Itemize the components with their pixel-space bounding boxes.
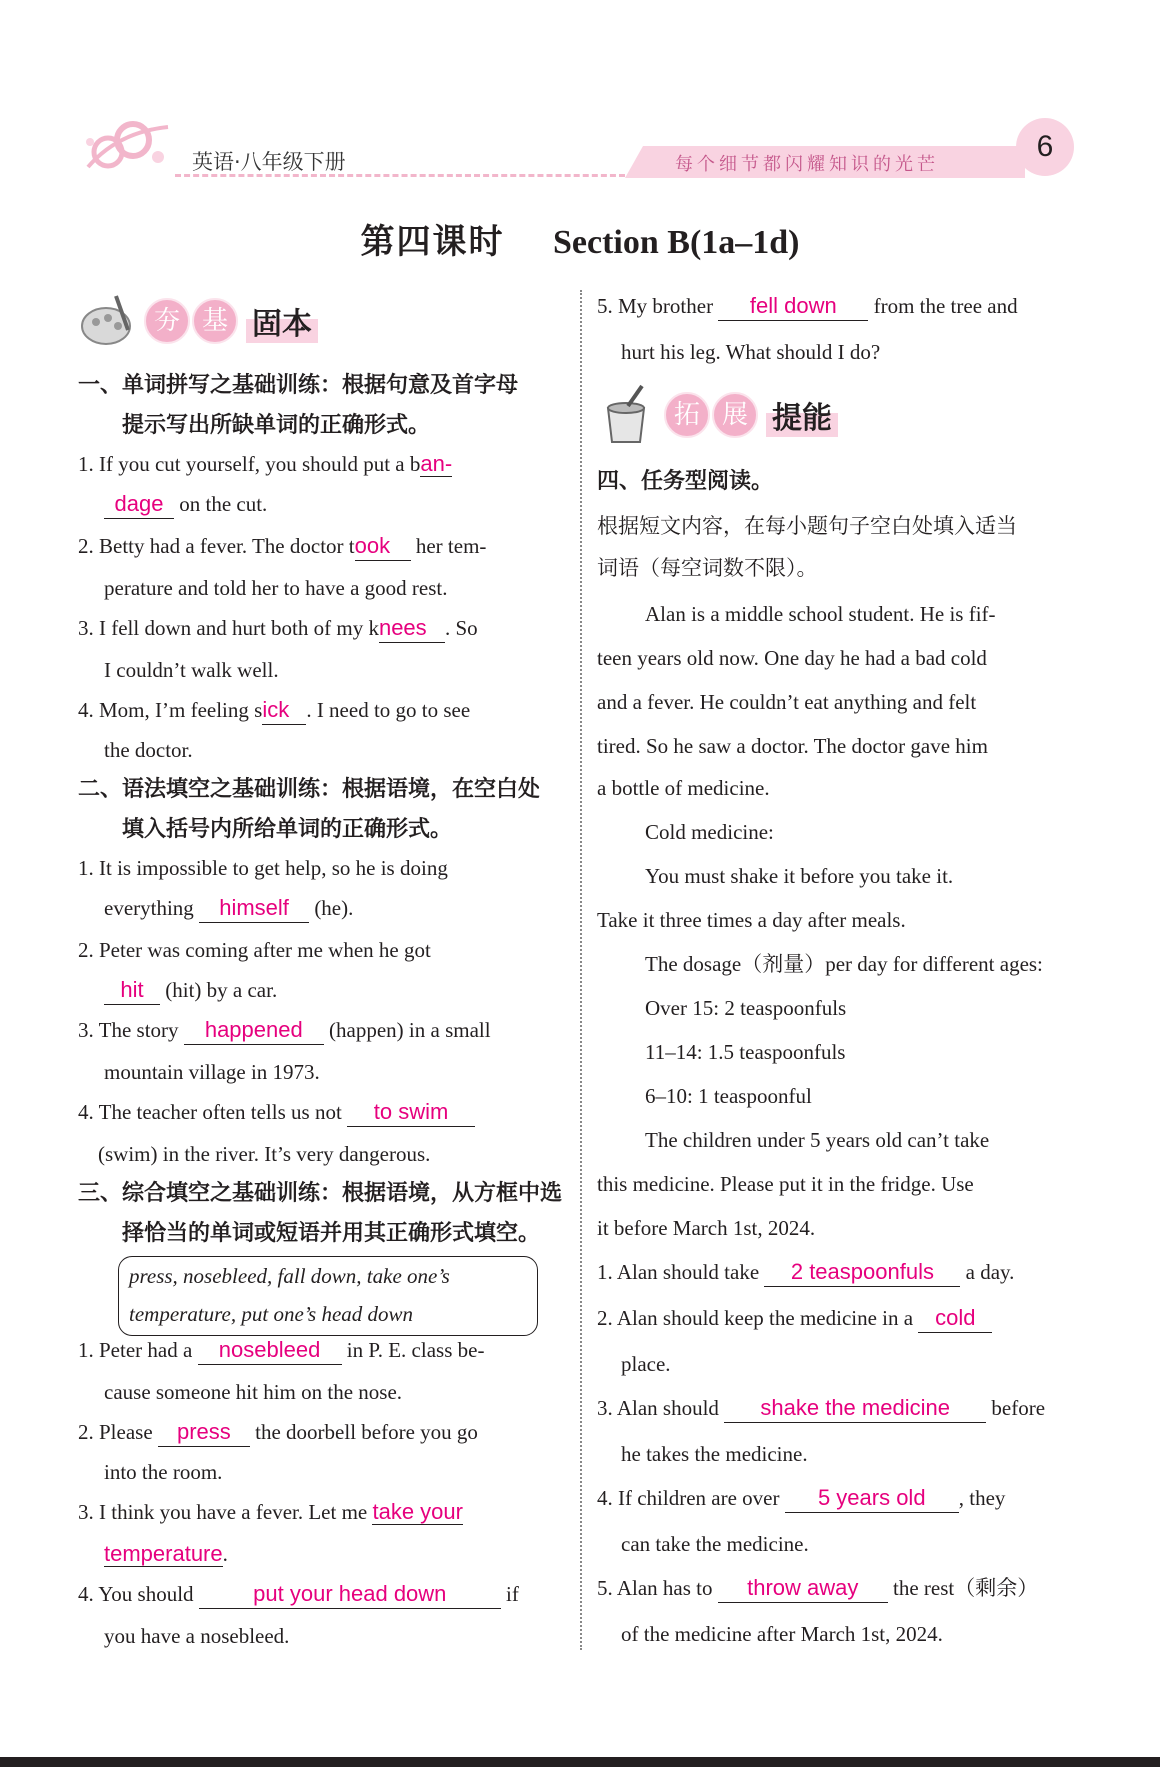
column-divider (580, 290, 582, 1650)
palette-icon (78, 290, 140, 352)
p2-q3-cont: mountain village in 1973. (104, 1060, 320, 1084)
p2-q3: 3. The story happened (happen) in a small (78, 1010, 491, 1050)
answer: 2 teaspoonfuls (764, 1258, 960, 1287)
passage-line: tired. So he saw a doctor. The doctor gave him (597, 734, 988, 758)
badge-char-2: 基 (192, 298, 238, 344)
lesson-label: 第四课时 (360, 222, 505, 262)
p4-q2-cont: place. (621, 1352, 671, 1376)
paint-bucket-icon (598, 384, 660, 446)
passage-line: The children under 5 years old can’t take (645, 1128, 990, 1152)
section-label: Section B(1a–1d) (553, 224, 800, 261)
part2-heading: 二、语法填空之基础训练：根据语境，在空白处 (78, 777, 541, 802)
dosage-line: 11–14: 1.5 teaspoonfuls (645, 1040, 846, 1064)
badge-char-2: 展 (712, 392, 758, 438)
p2-q2-cont: hit (hit) by a car. (104, 970, 277, 1010)
answer: take your (372, 1499, 463, 1524)
dosage-line: 6–10: 1 teaspoonful (645, 1084, 812, 1108)
answer: 5 years old (785, 1484, 959, 1513)
answer: shake the medicine (724, 1394, 986, 1423)
section-badge-extend (598, 384, 838, 446)
instruction-line: Take it three times a day after meals. (597, 908, 906, 932)
p1-q3: 3. I fell down and hurt both of my knees . So (78, 608, 478, 648)
part3-heading: 三、综合填空之基础训练：根据语境，从方框中选 (78, 1181, 563, 1206)
p2-q4-cont: (swim) in the river. It’s very dangerous. (98, 1142, 431, 1166)
section-badge-basic (78, 290, 318, 352)
p1-q4-cont: the doctor. (104, 738, 193, 762)
p4-q5: 5. Alan has to throw away the rest（剩余） (597, 1568, 1038, 1608)
p1-q2: 2. Betty had a fever. The doctor took her tem- (78, 526, 486, 566)
header-motto: 每个细节都闪耀知识的光芒 (675, 154, 939, 175)
word-bank-line: temperature, put one’s head down (129, 1302, 414, 1326)
instruction-line: You must shake it before you take it. (645, 864, 954, 888)
part4-instructions: 根据短文内容，在每小题句子空白处填入适当 (597, 514, 1017, 538)
floral-decoration-icon (78, 112, 178, 182)
book-title: 英语·八年级下册 (192, 150, 346, 174)
part4-instructions-cont: 词语（每空词数不限）。 (597, 556, 818, 580)
answer: nosebleed (198, 1336, 342, 1365)
answer: to swim (347, 1098, 475, 1127)
p1-q3-cont: I couldn’t walk well. (104, 658, 279, 682)
p3-q5-cont: hurt his leg. What should I do? (621, 340, 881, 364)
p1-q1: 1. If you cut yourself, you should put a ban- (78, 451, 453, 476)
passage-line: a bottle of medicine. (597, 776, 770, 800)
word-bank-line: press, nosebleed, fall down, take one’s (129, 1264, 450, 1288)
badge-word: 固本 (246, 299, 318, 343)
p1-q4: 4. Mom, I’m feeling sick . I need to go to see (78, 690, 470, 730)
passage-line: and a fever. He couldn’t eat anything and felt (597, 690, 977, 714)
p3-q2-cont: into the room. (104, 1460, 223, 1484)
answer: an- (420, 451, 453, 476)
page-number: 6 (1036, 130, 1054, 163)
p2-q1: 1. It is impossible to get help, so he is doing (78, 856, 448, 880)
bottom-edge (0, 1757, 1160, 1767)
answer: hit (104, 976, 160, 1005)
p4-q4: 4. If children are over 5 years old , they (597, 1478, 1005, 1518)
answer: press (158, 1418, 250, 1447)
word-bank-box (118, 1256, 538, 1336)
p1-q1-cont: dage on the cut. (104, 484, 267, 524)
dosage-line: Over 15: 2 teaspoonfuls (645, 996, 847, 1020)
passage-line: teen years old now. One day he had a bad cold (597, 646, 987, 670)
answer: nees (379, 614, 445, 643)
part1-heading: 一、单词拼写之基础训练：根据句意及首字母 (78, 373, 519, 398)
cold-medicine-label: Cold medicine: (645, 820, 774, 844)
p3-q4-cont: you have a nosebleed. (104, 1624, 290, 1648)
answer: himself (199, 894, 309, 923)
p2-q4: 4. The teacher often tells us not to swim (78, 1092, 475, 1132)
passage-line: it before March 1st, 2024. (597, 1216, 816, 1240)
p3-q1-cont: cause someone hit him on the nose. (104, 1380, 403, 1404)
answer: throw away (718, 1574, 888, 1603)
p3-q1: 1. Peter had a nosebleed in P. E. class be- (78, 1330, 484, 1370)
part1-heading-cont: 提示写出所缺单词的正确形式。 (122, 413, 431, 438)
badge-word: 提能 (766, 393, 838, 437)
answer: ook (355, 532, 411, 561)
p4-q3-cont: he takes the medicine. (621, 1442, 808, 1466)
part2-heading-cont: 填入括号内所给单词的正确形式。 (122, 817, 453, 842)
p3-q3: 3. I think you have a fever. Let me take your (78, 1499, 463, 1524)
p4-q2: 2. Alan should keep the medicine in a cold (597, 1298, 992, 1338)
p3-q2: 2. Please press the doorbell before you go (78, 1412, 478, 1452)
answer: happened (184, 1016, 324, 1045)
part4-heading: 四、任务型阅读。 (597, 469, 774, 494)
p4-q3: 3. Alan should shake the medicine before (597, 1388, 1045, 1428)
badge-char-1: 夯 (144, 298, 190, 344)
answer: dage (104, 490, 174, 519)
answer: put your head down (199, 1580, 501, 1609)
p4-q1: 1. Alan should take 2 teaspoonfuls a day. (597, 1252, 1014, 1292)
p2-q2: 2. Peter was coming after me when he got (78, 938, 431, 962)
p1-q2-cont: perature and told her to have a good rest. (104, 576, 448, 600)
answer: ick (262, 696, 306, 725)
passage-line: this medicine. Please put it in the fridge. Use (597, 1172, 974, 1196)
answer: fell down (718, 292, 868, 321)
passage-line: Alan is a middle school student. He is fif- (645, 602, 996, 626)
p3-q5: 5. My brother fell down from the tree and (597, 286, 1018, 326)
p4-q5-cont: of the medicine after March 1st, 2024. (621, 1622, 943, 1646)
badge-char-1: 拓 (664, 392, 710, 438)
p3-q3-cont: temperature. (104, 1541, 228, 1566)
answer: cold (918, 1304, 992, 1333)
p4-q4-cont: can take the medicine. (621, 1532, 809, 1556)
dosage-line: The dosage（剂量）per day for different ages: (645, 952, 1043, 976)
page-title (0, 214, 1160, 263)
part3-heading-cont: 择恰当的单词或短语并用其正确形式填空。 (122, 1221, 541, 1246)
p2-q1-cont: everything himself (he). (104, 888, 353, 928)
p3-q4: 4. You should put your head down if (78, 1574, 519, 1614)
header-divider (175, 174, 625, 177)
answer: temperature (104, 1541, 223, 1566)
